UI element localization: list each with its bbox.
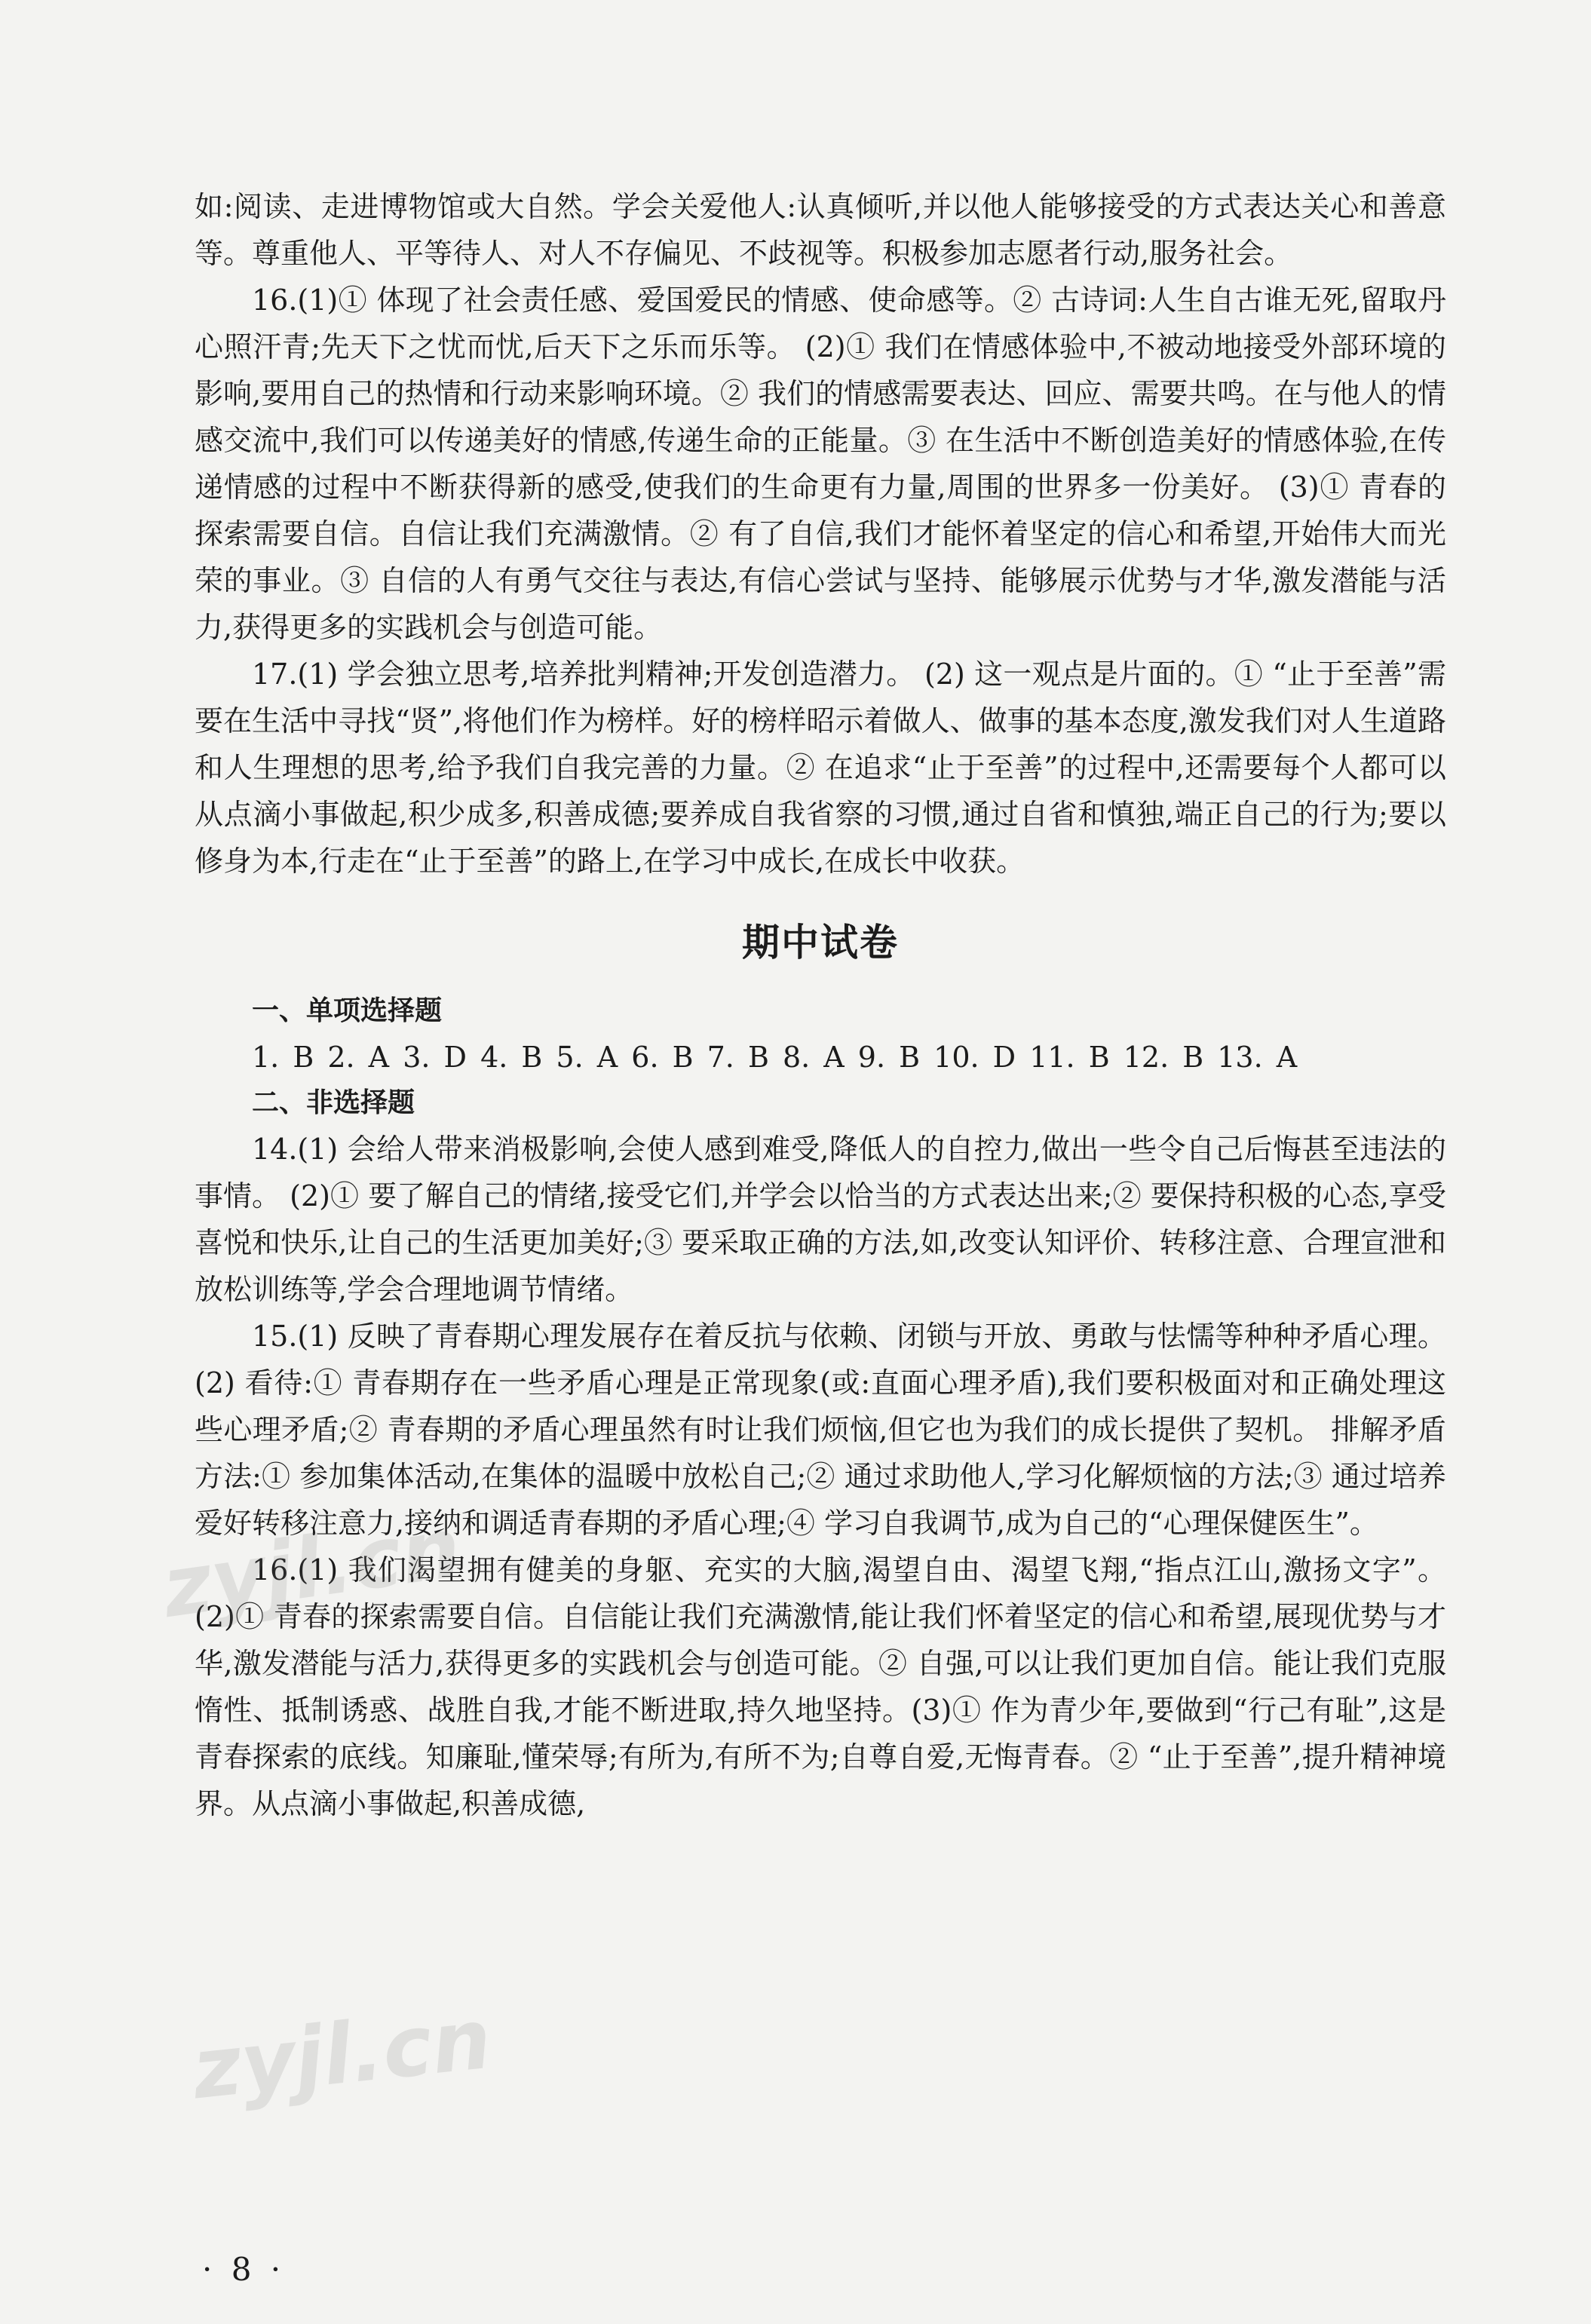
section-title: 期中试卷 [742, 921, 899, 964]
heading-non-choice: 二、非选择题 [252, 1087, 415, 1118]
page-number: · 8 · [202, 2251, 286, 2288]
watermark: zyjl.cn [157, 1499, 467, 1636]
continued-answers [195, 183, 1446, 1827]
watermark: zyjl.cn [188, 1990, 496, 2118]
paragraph-answer-16: 16.(1)① 体现了社会责任感、爱国爱民的情感、使命感等。② 古诗词:人生自古谁无死,留取丹心照汗青;先天下之忧而忧,后天下之乐而乐等。 (2)① 我们在情感体验中,不被动地接受外部环境的影响,要用自己的热情和行动来影响环境。② 我们的情感需要表达、回应、需要共鸣。在与他人的情感交流中,我们可以传递美好的情感,传递生命的正能量。③ 在生活中不断创造美好的情感体验,在传递情感的过程中不断获得新的感受,使我们的生命更有力量,周围的世界多一份美好。 (3)① 青春的探索需要自信。自信让我们充满激情。② 有了自信,我们才能怀着坚定的信心和希望,开始伟大而光荣的事业。③ 自信的人有勇气交往与表达,有信心尝试与坚持、能够展示优势与才华,激发潜能与活力,获得更多的实践机会与创造可能。 [195, 284, 1446, 644]
paragraph-continuation: 如:阅读、走进博物馆或大自然。学会关爱他人:认真倾听,并以他人能够接受的方式表达关心和善意等。尊重他人、平等待人、对人不存偏见、不歧视等。积极参加志愿者行动,服务社会。 [195, 190, 1446, 270]
single-choice-answers: 1. B 2. A 3. D 4. B 5. A 6. B 7. B 8. A 9. B 10. D 11. B 12. B 13. A [252, 1041, 1298, 1074]
paragraph-answer-14: 14.(1) 会给人带来消极影响,会使人感到难受,降低人的自控力,做出一些令自己后悔甚至违法的事情。 (2)① 要了解自己的情绪,接受它们,并学会以恰当的方式表达出来;② 要保持积极的心态,享受喜悦和快乐,让自己的生活更加美好;③ 要采取正确的方法,如,改变认知评价、转移注意、合理宣泄和放松训练等,学会合理地调节情绪。 [195, 1133, 1446, 1306]
paragraph-answer-17: 17.(1) 学会独立思考,培养批判精神;开发创造潜力。 (2) 这一观点是片面的。① “止于至善”需要在生活中寻找“贤”,将他们作为榜样。好的榜样昭示着做人、做事的基本态度,激发我们对人生道路和人生理想的思考,给予我们自我完善的力量。② 在追求“止于至善”的过程中,还需要每个人都可以从点滴小事做起,积少成多,积善成德;要养成自我省察的习惯,通过自省和慎独,端正自己的行为;要以修身为本,行走在“止于至善”的路上,在学习中成长,在成长中收获。 [195, 658, 1446, 878]
heading-single-choice: 一、单项选择题 [252, 995, 443, 1026]
paragraph-answer-16-midterm: 16.(1) 我们渴望拥有健美的身躯、充实的大脑,渴望自由、渴望飞翔,“指点江山,激扬文字”。 (2)① 青春的探索需要自信。自信能让我们充满激情,能让我们怀着坚定的信心和希望,展现优势与才华,激发潜能与活力,获得更多的实践机会与创造可能。② 自强,可以让我们更加自信。能让我们克服惰性、抵制诱惑、战胜自我,才能不断进取,持久地坚持。(3)① 作为青少年,要做到“行己有耻”,这是青春探索的底线。知廉耻,懂荣辱;有所为,有所不为;自尊自爱,无悔青春。② “止于至善”,提升精神境界。从点滴小事做起,积善成德, [195, 1553, 1446, 1820]
paragraph-answer-15: 15.(1) 反映了青春期心理发展存在着反抗与依赖、闭锁与开放、勇敢与怯懦等种种矛盾心理。 (2) 看待:① 青春期存在一些矛盾心理是正常现象(或:直面心理矛盾),我们要积极面对和正确处理这些心理矛盾;② 青春期的矛盾心理虽然有时让我们烦恼,但它也为我们的成长提供了契机。 排解矛盾方法:① 参加集体活动,在集体的温暖中放松自己;② 通过求助他人,学习化解烦恼的方法;③ 通过培养爱好转移注意力,接纳和调适青春期的矛盾心理;④ 学习自我调节,成为自己的“心理保健医生”。 [195, 1320, 1446, 1540]
